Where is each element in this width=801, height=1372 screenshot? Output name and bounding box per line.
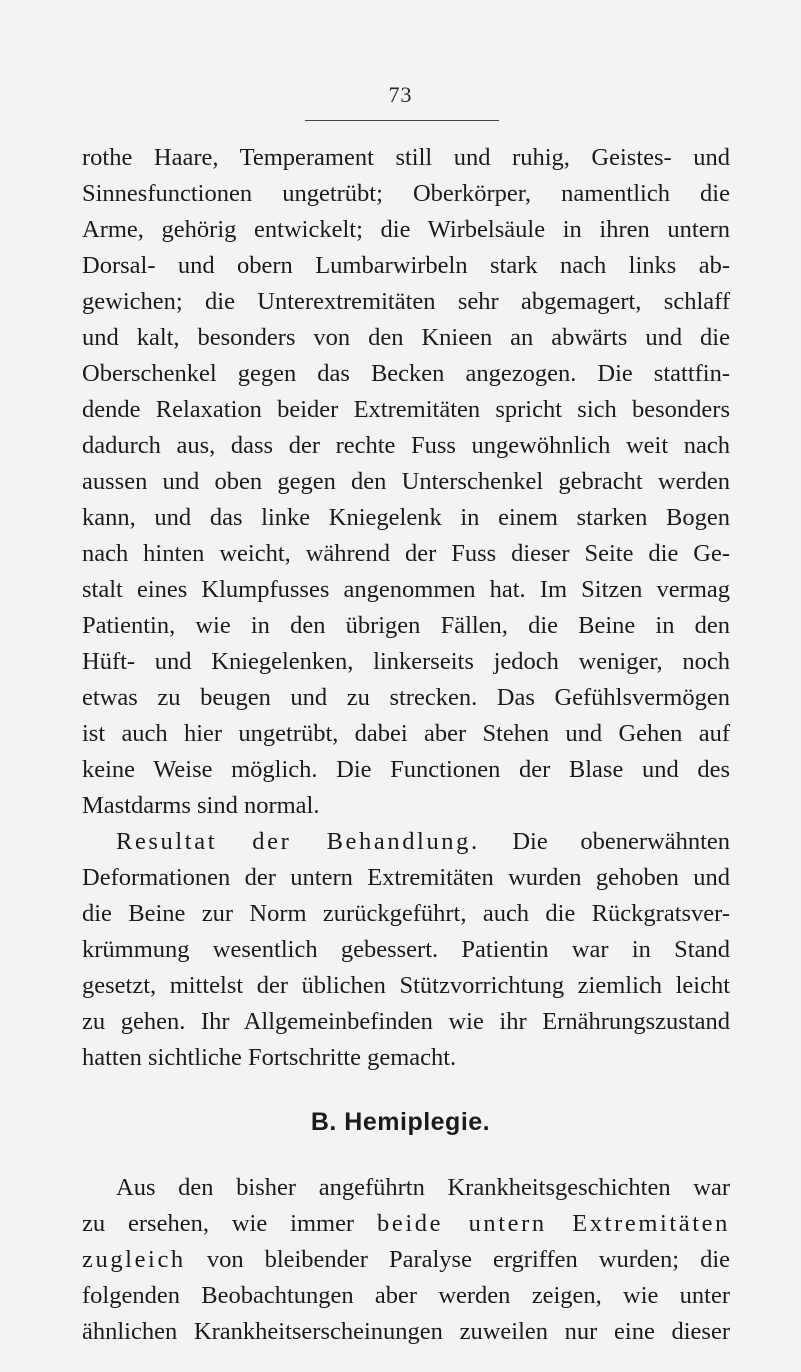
text-segment: von bleibender Paralyse ergriffen wurden; die [206,1246,731,1273]
text-line: und kalt, besonders von den Knieen an abwärts und die [82,324,730,351]
text-line: Dorsal- und obern Lumbarwirbeln stark nach links ab- [82,252,730,279]
text-line: folgenden Beobachtungen aber werden zeigen, wie unter [82,1282,730,1309]
text-segment: zu ersehen, wie immer [82,1210,355,1237]
text-line: nach hinten weicht, während der Fuss dieser Seite die Ge- [82,540,730,567]
text-line: gewichen; die Unterextremitäten sehr abgemagert, schlaff [82,288,730,315]
text-line: aussen und oben gegen den Unterschenkel gebracht werden [82,468,730,495]
text-line [116,824,730,860]
text-line: etwas zu beugen und zu strecken. Das Gefühlsvermögen [82,684,730,711]
emphasis-spaced: beide untern Extremitäten [377,1210,730,1237]
text-line: Patientin, wie in den übrigen Fällen, die Beine in den [82,612,730,639]
emphasis-spaced: zugleich [82,1246,186,1273]
text-line: kann, und das linke Kniegelenk in einem starken Bogen [82,504,730,531]
text-line: stalt eines Klumpfusses angenommen hat. Im Sitzen vermag [82,576,730,603]
text-line: krümmung wesentlich gebessert. Patientin war in Stand [82,936,730,963]
text-line: Mastdarms sind normal. [82,792,320,819]
section-heading: B. Hemiplegie. [310,1108,491,1136]
text-line: keine Weise möglich. Die Functionen der Blase und des [82,756,730,783]
header-rule [305,120,499,121]
text-line: dadurch aus, dass der rechte Fuss ungewöhnlich weit nach [82,432,730,459]
result-rest: Die obenerwähnten [512,828,731,855]
text-line: Deformationen der untern Extremitäten wurden gehoben und [82,864,730,891]
text-line: Oberschenkel gegen das Becken angezogen. Die stattfin- [82,360,730,387]
text-line: gesetzt, mittelst der üblichen Stützvorrichtung ziemlich leicht [82,972,730,999]
text-line: zu gehen. Ihr Allgemeinbefinden wie ihr Ernährungszustand [82,1008,730,1035]
text-line: Sinnesfunctionen ungetrübt; Oberkörper, namentlich die [82,180,730,207]
text-line: ist auch hier ungetrübt, dabei aber Stehen und Gehen auf [82,720,730,747]
page-number: 73 [388,82,413,107]
text-line: hatten sichtliche Fortschritte gemacht. [82,1044,457,1071]
text-line: dende Relaxation beider Extremitäten spricht sich besonders [82,396,730,423]
text-line [82,1206,730,1242]
text-line: ähnlichen Krankheitserscheinungen zuweilen nur eine dieser [82,1318,730,1345]
text-line: Arme, gehörig entwickelt; die Wirbelsäule in ihren untern [82,216,730,243]
text-line: rothe Haare, Temperament still und ruhig, Geistes- und [82,144,730,171]
result-lead: Resultat der Behandlung. [116,828,480,855]
text-line: Hüft- und Kniegelenken, linkerseits jedoch weniger, noch [82,648,730,675]
text-line: die Beine zur Norm zurückgeführt, auch die Rückgratsver- [82,900,730,927]
text-line: Aus den bisher angeführtn Krankheitsgeschichten war [116,1174,730,1201]
text-line [82,1242,730,1278]
